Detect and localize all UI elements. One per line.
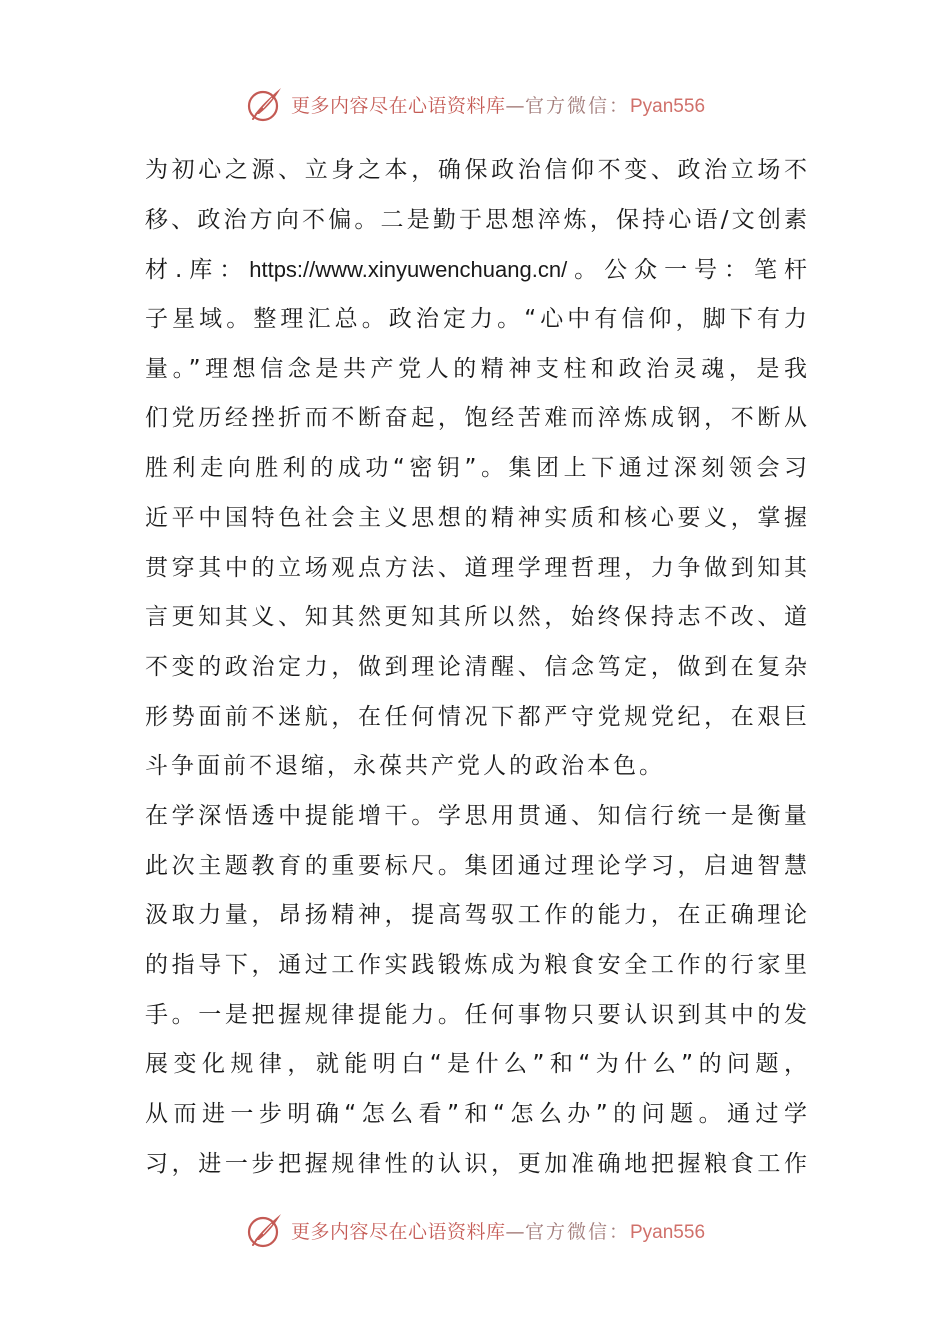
- text-line-17: 的指导下，通过工作实践锻炼成为粮食安全工作的行家里: [145, 952, 807, 978]
- text-line-14: 在学深悟透中提能增干。学思用贯通、知信行统一是衡量: [145, 802, 807, 829]
- text-line-21: 习，进一步把握规律性的认识，更加准确地把握粮食工作: [145, 1150, 807, 1177]
- text-line-6: 们党历经挫折而不断奋起，饱经苦难而淬炼成钢，不断从: [145, 405, 807, 432]
- text-line-2: 移、政治方向不偏。二是勤于思想淬炼，保持心语/文创素: [145, 206, 807, 233]
- text-line-13: 斗争面前不退缩，永葆共产党人的政治本色。: [145, 753, 665, 780]
- quill-pen-logo-icon: [245, 84, 285, 124]
- text-line-1: 为初心之源、立身之本，确保政治信仰不变、政治立场不: [145, 157, 807, 183]
- footer-banner-main: 更多内容尽在心语资料库: [290, 1220, 506, 1243]
- text-line-10: 言更知其义、知其然更知其所以然，始终保持志不改、道: [145, 604, 807, 631]
- website-url: https://www.xinyuwenchuang.cn/: [249, 257, 568, 283]
- header-banner-wechat: 官方微信：: [524, 94, 630, 117]
- text-line-11: 不变的政治定力，做到理论清醒、信念笃定，做到在复杂: [145, 653, 807, 680]
- header-banner: [0, 82, 950, 126]
- text-line-5: 量。”理想信念是共产党人的精神支柱和政治灵魂，是我: [145, 355, 807, 382]
- header-banner-main: 更多内容尽在心语资料库: [290, 94, 506, 117]
- header-banner-handle: Pyan556: [630, 95, 706, 117]
- text-line-4: 子星域。整理汇总。政治定力。“心中有信仰，脚下有力: [145, 306, 807, 333]
- text-line-20: 从而进一步明确“怎么看”和“怎么办”的问题。通过学: [145, 1101, 807, 1128]
- footer-banner-wechat: 官方微信：: [524, 1220, 630, 1243]
- text-line-8: 近平中国特色社会主义思想的精神实质和核心要义，掌握: [145, 504, 807, 531]
- quill-pen-logo-icon: [245, 1210, 285, 1250]
- text-line-3: [145, 245, 807, 295]
- footer-banner: [0, 1208, 950, 1252]
- document-body: [145, 146, 807, 1189]
- footer-banner-sep: —: [505, 1220, 525, 1243]
- text-line-3-prefix: 材.库：: [145, 257, 250, 284]
- text-line-12: 形势面前不迷航，在任何情况下都严守党规党纪，在艰巨: [145, 703, 807, 730]
- text-line-18: 手。一是把握规律提能力。任何事物只要认识到其中的发: [145, 1001, 807, 1028]
- footer-banner-text: [291, 1217, 705, 1244]
- footer-banner-handle: Pyan556: [630, 1221, 706, 1243]
- header-banner-text: [291, 91, 705, 118]
- text-line-15: 此次主题教育的重要标尺。集团通过理论学习，启迪智慧: [145, 852, 807, 879]
- text-line-16: 汲取力量，昂扬精神，提高驾驭工作的能力，在正确理论: [145, 902, 807, 929]
- text-line-3-suffix: 。公众一号：笔杆: [567, 257, 807, 284]
- text-line-9: 贯穿其中的立场观点方法、道理学理哲理，力争做到知其: [145, 554, 807, 581]
- header-banner-sep: —: [505, 94, 525, 117]
- text-line-7: 胜利走向胜利的成功“密钥”。集团上下通过深刻领会习: [145, 455, 807, 482]
- text-line-19: 展变化规律，就能明白“是什么”和“为什么”的问题，: [145, 1051, 807, 1078]
